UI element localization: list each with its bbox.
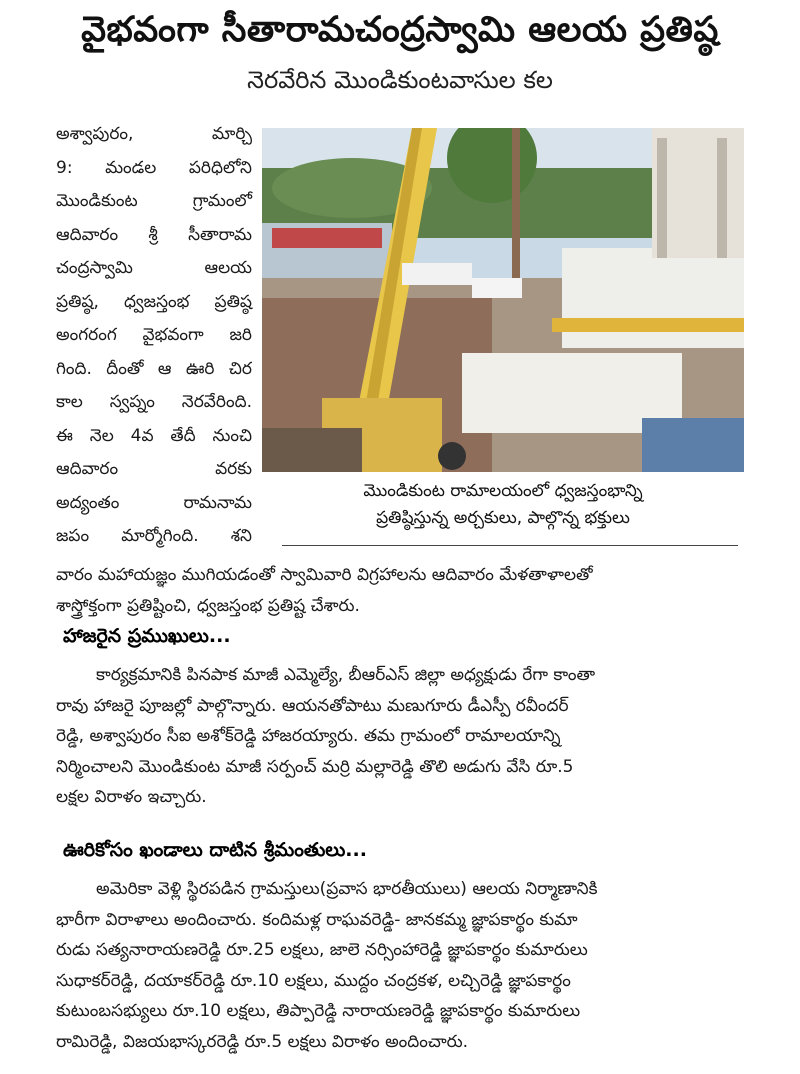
text-line: మొండికుంట గ్రామంలో	[56, 191, 252, 211]
photo-caption	[262, 478, 744, 532]
lead-paragraph-column	[56, 118, 252, 554]
text-line: లక్షల విరాళం ఇచ్చారు.	[56, 787, 207, 807]
text-line: శాస్త్రోక్తంగా ప్రతిష్టించి, ధ్వజస్తంభ ప్రతిష్ట చేశారు.	[56, 595, 360, 616]
text-line: ఈ నెల 4వ తేదీ నుంచి	[56, 425, 252, 446]
text-line: రామిరెడ్డి, విజయభాస్కరరెడ్డి రూ.5 లక్షలు విరాళం అందించారు.	[56, 1031, 469, 1052]
text-line: జపం మార్మోగింది. శని	[56, 526, 252, 546]
text-line: రెడ్డి, అశ్వాపురం సీఐ అశోక్‌రెడ్డి హాజరయ్యారు. తమ గ్రామంలో రామాలయాన్ని	[56, 726, 561, 746]
text-line: వారం మహాయజ్ఞం ముగియడంతో స్వామివారి విగ్రహాలను ఆదివారం మేళతాళాలతో	[56, 565, 593, 585]
lead-paragraph-continued	[56, 560, 746, 621]
text-line: అశ్వాపురం, మార్చి	[56, 124, 252, 144]
text-line: రావు హాజరై పూజల్లో పాల్గొన్నారు. ఆయనతోపాటు మణుగూరు డీఎస్పీ రవీందర్	[56, 695, 569, 716]
text-line	[56, 660, 746, 691]
text-line: ప్రతిష్ఠ, ధ్వజస్తంభ ప్రతిష్ఠ	[56, 291, 252, 312]
caption-line: ప్రతిష్ఠిస్తున్న అర్చకులు, పాల్గొన్న భక్తులు	[376, 508, 630, 528]
text-line-content: కార్యక్రమానికి పినపాక మాజీ ఎమ్మెల్యే, బీఆర్ఎస్ జిల్లా అధ్యక్షుడు రేగా కాంతా	[96, 665, 596, 685]
text-line: రుడు సత్యనారాయణరెడ్డి రూ.25 లక్షలు, జాలె నర్సింహారెడ్డి జ్ఞాపకార్థం కుమారులు	[56, 940, 588, 960]
temple-photo	[262, 128, 744, 472]
section-heading-donors: ఊరికోసం ఖండాలు దాటిన శ్రీమంతులు...	[63, 839, 367, 861]
text-line-content: అమెరికా వెళ్లి స్థిరపడిన గ్రామస్తులు(ప్రవాస భారతీయులు) ఆలయ నిర్మాణానికి	[96, 879, 598, 899]
text-line: భారీగా విరాళాలు అందించారు. కందిమళ్ల రాఘవరెడ్డి- జానకమ్మ జ్ఞాపకార్థం కుమా	[56, 909, 578, 930]
text-line: గింది. దీంతో ఆ ఊరి చిర	[56, 358, 252, 379]
subheadline: నెరవేరిన మొండికుంటవాసుల కల	[247, 66, 553, 94]
text-line: అద్యంతం రామనామ	[56, 492, 252, 513]
headline: వైభవంగా సీతారామచంద్రస్వామి ఆలయ ప్రతిష్ఠ	[81, 10, 719, 50]
caption-divider	[282, 545, 738, 546]
text-line: ఆదివారం వరకు	[56, 459, 252, 479]
section-heading-dignitaries: హాజరైన ప్రముఖులు...	[63, 625, 231, 647]
dignitaries-paragraph	[56, 660, 746, 813]
text-line: ఆదివారం శ్రీ సీతారామ	[56, 224, 252, 245]
text-line: నిర్మించాలని మొండికుంట మాజీ సర్పంచ్ మర్రి మల్లారెడ్డి తొలి అడుగు వేసి రూ.5	[56, 756, 574, 777]
text-line	[56, 874, 746, 905]
caption-line: మొండికుంట రామాలయంలో ధ్వజస్తంభాన్ని	[363, 481, 643, 501]
text-line: చంద్రస్వామి ఆలయ	[56, 258, 252, 278]
text-line: అంగరంగ వైభవంగా జరి	[56, 325, 252, 345]
text-line: సుధాకర్‌రెడ్డి, దయాకర్‌రెడ్డి రూ.10 లక్షలు, ముద్దం చంద్రకళ, లచ్చిరెడ్డి జ్ఞాపకార్థం	[56, 970, 571, 991]
donors-paragraph	[56, 874, 746, 1057]
text-line: కాల స్వప్నం నెరవేరింది.	[56, 392, 252, 412]
text-line: కుటుంబసభ్యులు రూ.10 లక్షలు, తిప్పారెడ్డి నారాయణరెడ్డి జ్ఞాపకార్థం కుమారులు	[56, 1001, 581, 1021]
text-line: 9: మండల పరిధిలోని	[56, 157, 252, 178]
